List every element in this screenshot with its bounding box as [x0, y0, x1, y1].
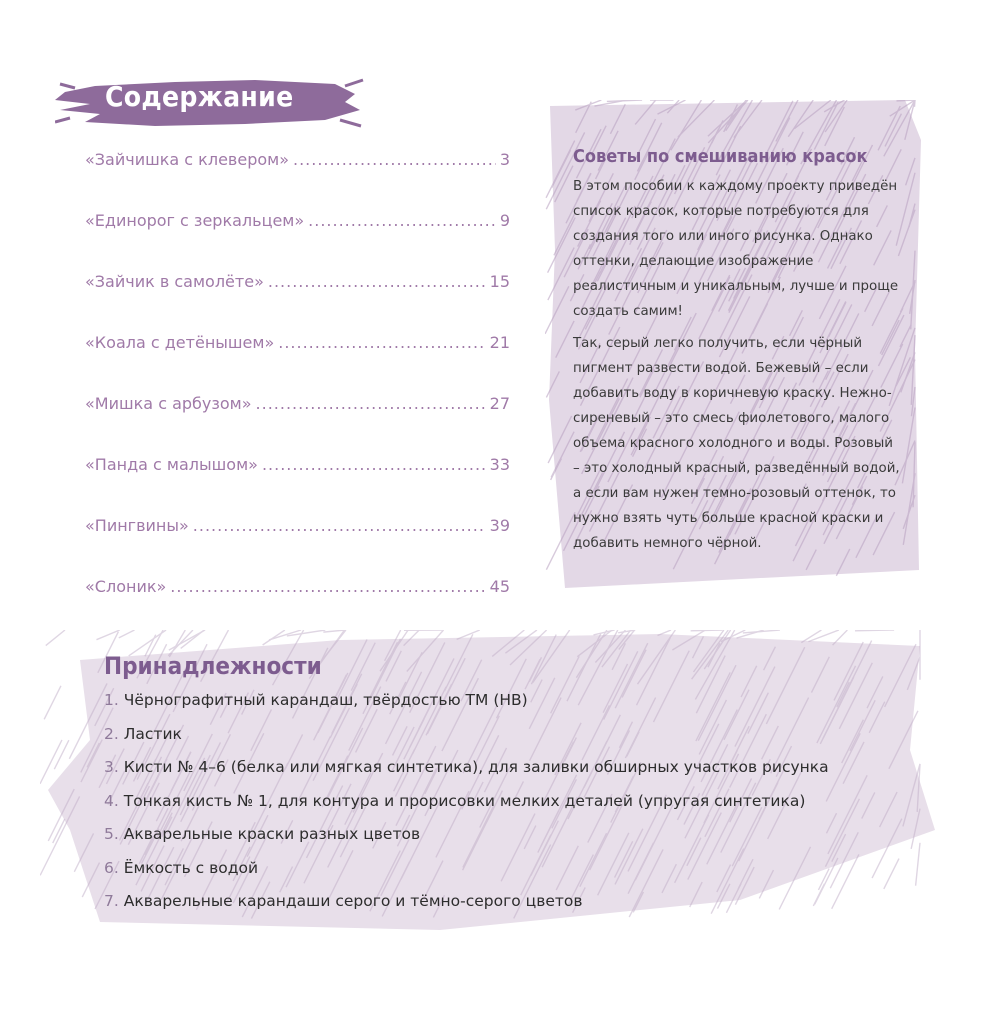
- item-text: Тонкая кисть № 1, для контура и прорисовки мелких деталей (упругая синтетика): [123, 791, 806, 810]
- toc-title-banner: [55, 72, 365, 132]
- pencil-stroke: [323, 630, 345, 632]
- toc-item[interactable]: [85, 211, 510, 272]
- leader-dots: [278, 333, 485, 352]
- tips-paragraph: Так, серый легко получить, если чёрный пигмент развести водой. Бежевый – если добавить воду в коричневую краску. Нежно-сиреневый – это смесь фиолетового, малого объема красного холодного и воды. Розовый – это холодный красный, разведённый водой, а если вам нужен темно-розовый оттенок, то нужно взять чуть больше красной краски и добавить немного чёрной.: [573, 336, 900, 551]
- list-item: [104, 684, 829, 718]
- item-text: Ёмкость с водой: [123, 858, 259, 877]
- item-text: Акварельные карандаши серого и тёмно-серого цветов: [123, 892, 583, 910]
- toc-item-page: 45: [489, 577, 510, 596]
- list-item: [104, 718, 829, 752]
- item-text: Чёрнографитный карандаш, твёрдостью ТМ (HB): [123, 691, 528, 709]
- list-item: [104, 818, 829, 852]
- toc-item-title: «Слоник»: [85, 577, 167, 596]
- pencil-stroke: [119, 630, 135, 638]
- list-item: [104, 785, 829, 819]
- item-number: 3.: [104, 758, 119, 776]
- pencil-stroke: [691, 630, 723, 631]
- toc-item-title: «Единорог с зеркальцем»: [85, 211, 305, 230]
- pencil-stroke: [896, 100, 915, 101]
- toc-item-page: 3: [499, 150, 510, 169]
- toc-title: Содержание: [105, 80, 294, 113]
- pencil-stroke: [855, 630, 894, 631]
- supplies-section: [40, 630, 940, 940]
- pencil-stroke: [916, 843, 920, 886]
- toc-item-title: «Пингвины»: [85, 516, 189, 535]
- toc-item[interactable]: [85, 455, 510, 516]
- list-item: [104, 852, 829, 886]
- item-number: 7.: [104, 892, 119, 910]
- item-number: 6.: [104, 858, 119, 877]
- pencil-stroke: [44, 686, 61, 720]
- leader-dots: [170, 577, 485, 596]
- toc-item-title: «Коала с детёнышем»: [85, 333, 275, 352]
- leader-dots: [262, 455, 486, 474]
- tips-body: [573, 174, 903, 563]
- toc-item[interactable]: [85, 333, 510, 394]
- item-number: 5.: [104, 825, 119, 843]
- table-of-contents: [85, 150, 510, 638]
- supplies-title: Принадлежности: [104, 652, 322, 680]
- toc-item[interactable]: [85, 272, 510, 333]
- toc-item-page: 9: [499, 211, 510, 230]
- toc-item-title: «Мишка с арбузом»: [85, 394, 252, 413]
- item-text: Кисти № 4–6 (белка или мягкая синтетика), для заливки обширных участков рисунка: [123, 758, 829, 776]
- item-text: Акварельные краски разных цветов: [123, 825, 421, 843]
- list-item: [104, 885, 829, 919]
- toc-item-page: 33: [489, 455, 510, 474]
- toc-item[interactable]: [85, 150, 510, 211]
- toc-item-page: 15: [489, 272, 510, 291]
- toc-item-page: 39: [489, 516, 510, 535]
- tips-title: Советы по смешиванию красок: [573, 146, 868, 167]
- supplies-list: [104, 684, 829, 919]
- leader-dots: [293, 150, 496, 169]
- toc-item-page: 21: [489, 333, 510, 352]
- pencil-stroke: [884, 859, 899, 889]
- leader-dots: [193, 516, 486, 535]
- toc-item[interactable]: [85, 394, 510, 455]
- toc-item-page: 27: [489, 394, 510, 413]
- toc-item[interactable]: [85, 516, 510, 577]
- pencil-stroke: [46, 630, 65, 646]
- pencil-stroke: [263, 630, 285, 645]
- toc-item[interactable]: [85, 577, 510, 638]
- leader-dots: [256, 394, 486, 413]
- leader-dots: [268, 272, 486, 291]
- toc-item-title: «Панда с малышом»: [85, 455, 258, 474]
- tips-paragraph: В этом пособии к каждому проекту приведён список красок, которые потребуются для создания того или иного рисунка. Однако оттенки, делающие изображение реалистичным и уникальным, лучше и проще создать самим!: [573, 179, 899, 319]
- list-item: [104, 751, 829, 785]
- pencil-stroke: [54, 740, 69, 769]
- item-text: Ластик: [123, 724, 182, 743]
- item-number: 2.: [104, 724, 119, 743]
- toc-item-title: «Зайчик в самолёте»: [85, 272, 264, 291]
- toc-item-title: «Зайчишка с клевером»: [85, 150, 289, 169]
- item-number: 1.: [104, 691, 119, 709]
- item-number: 4.: [104, 791, 119, 810]
- color-mixing-tips: [545, 100, 925, 590]
- leader-dots: [308, 211, 496, 230]
